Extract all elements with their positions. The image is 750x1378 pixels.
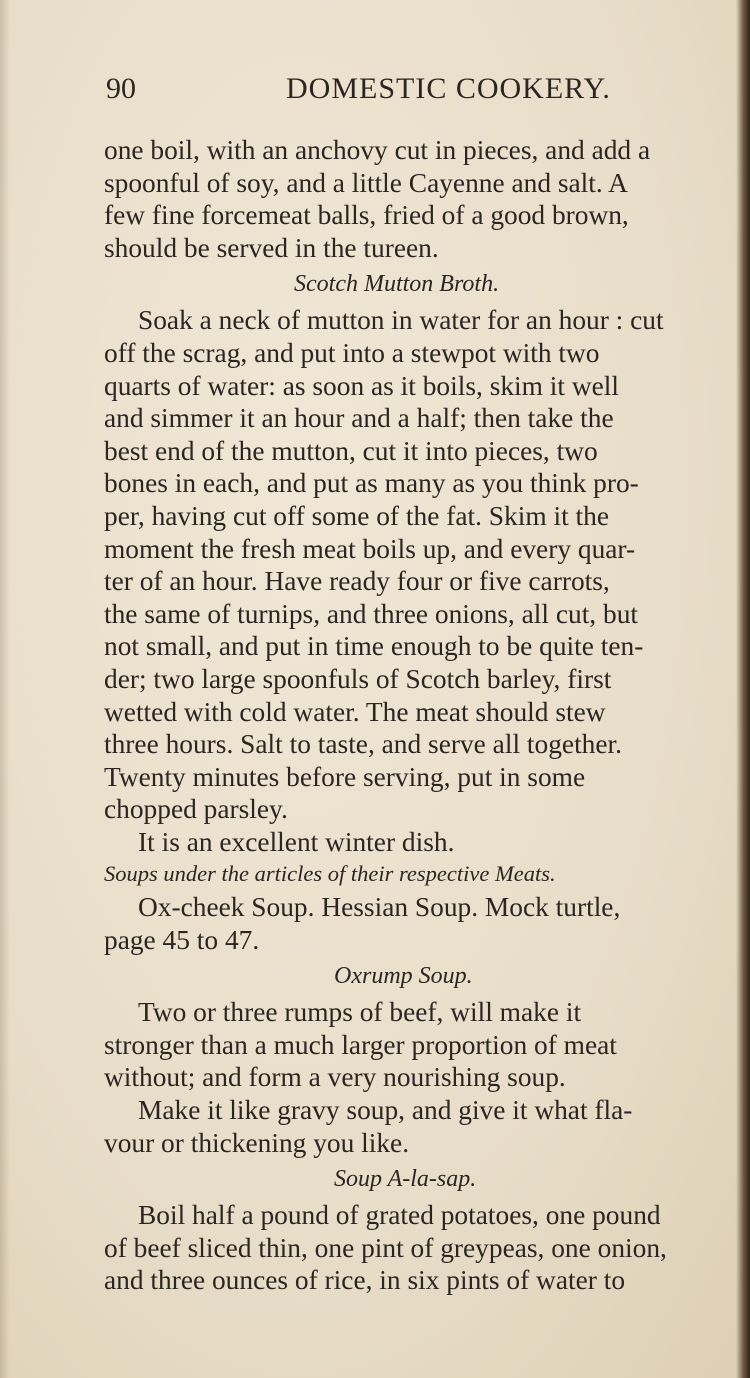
page-gutter-shadow: [0, 0, 10, 1378]
text-line: Ox-cheek Soup. Hessian Soup. Mock turtle,: [138, 892, 621, 923]
text-line: chopped parsley.: [104, 794, 288, 825]
text-line: the same of turnips, and three onions, all cut, but: [104, 598, 638, 629]
text-line: per, having cut off some of the fat. Skim it the: [104, 500, 610, 531]
text-line: wetted with cold water. The meat should stew: [104, 696, 606, 727]
text-line: should be served in the tureen.: [104, 232, 439, 263]
page-header: [106, 72, 726, 116]
text-line: Boil half a pound of grated potatoes, one pound: [138, 1200, 661, 1231]
text-line: off the scrag, and put into a stewpot with two: [104, 337, 600, 368]
text-line: Twenty minutes before serving, put in some: [104, 761, 586, 792]
text-line: and three ounces of rice, in six pints of water to: [104, 1265, 626, 1296]
text-line: moment the fresh meat boils up, and every quar-: [104, 533, 636, 564]
text-line: and simmer it an hour and a half; then take the: [104, 403, 614, 434]
text-line: page 45 to 47.: [104, 924, 260, 955]
text-line: It is an excellent winter dish.: [138, 826, 455, 857]
section-heading: Scotch Mutton Broth.: [294, 271, 500, 298]
text-line: Soak a neck of mutton in water for an hour : cut: [138, 305, 664, 336]
page-text: [104, 134, 736, 1297]
text-line: three hours. Salt to taste, and serve all together.: [104, 729, 622, 760]
text-line: stronger than a much larger proportion of meat: [104, 1029, 617, 1060]
text-line: of beef sliced thin, one pint of greypeas, one onion,: [104, 1232, 667, 1263]
text-line: without; and form a very nourishing soup.: [104, 1062, 566, 1093]
page-number: 90: [106, 72, 136, 105]
text-line: few fine forcemeat balls, fried of a good brown,: [104, 200, 629, 231]
text-line: vour or thickening you like.: [104, 1127, 410, 1158]
section-heading: Oxrump Soup.: [334, 963, 473, 990]
text-line: ter of an hour. Have ready four or five carrots,: [104, 566, 610, 597]
text-line: der; two large spoonfuls of Scotch barley, first: [104, 663, 612, 694]
text-line: one boil, with an anchovy cut in pieces, and add a: [104, 135, 651, 165]
text-line: best end of the mutton, cut it into pieces, two: [104, 435, 598, 466]
running-title: DOMESTIC COOKERY.: [286, 72, 611, 105]
text-line: spoonful of soy, and a little Cayenne and salt. A: [104, 167, 628, 198]
text-line: quarts of water: as soon as it boils, skim it well: [104, 370, 620, 401]
page-edge-shadow: [736, 0, 750, 1378]
text-line: Two or three rumps of beef, will make it: [138, 997, 582, 1028]
section-heading: Soup A-la-sap.: [334, 1166, 477, 1193]
text-line: bones in each, and put as many as you think pro-: [104, 468, 639, 499]
text-line: Make it like gravy soup, and give it what fla-: [138, 1095, 633, 1126]
subheading: Soups under the articles of their respective Meats.: [104, 861, 556, 887]
text-line: not small, and put in time enough to be quite ten-: [104, 631, 644, 662]
